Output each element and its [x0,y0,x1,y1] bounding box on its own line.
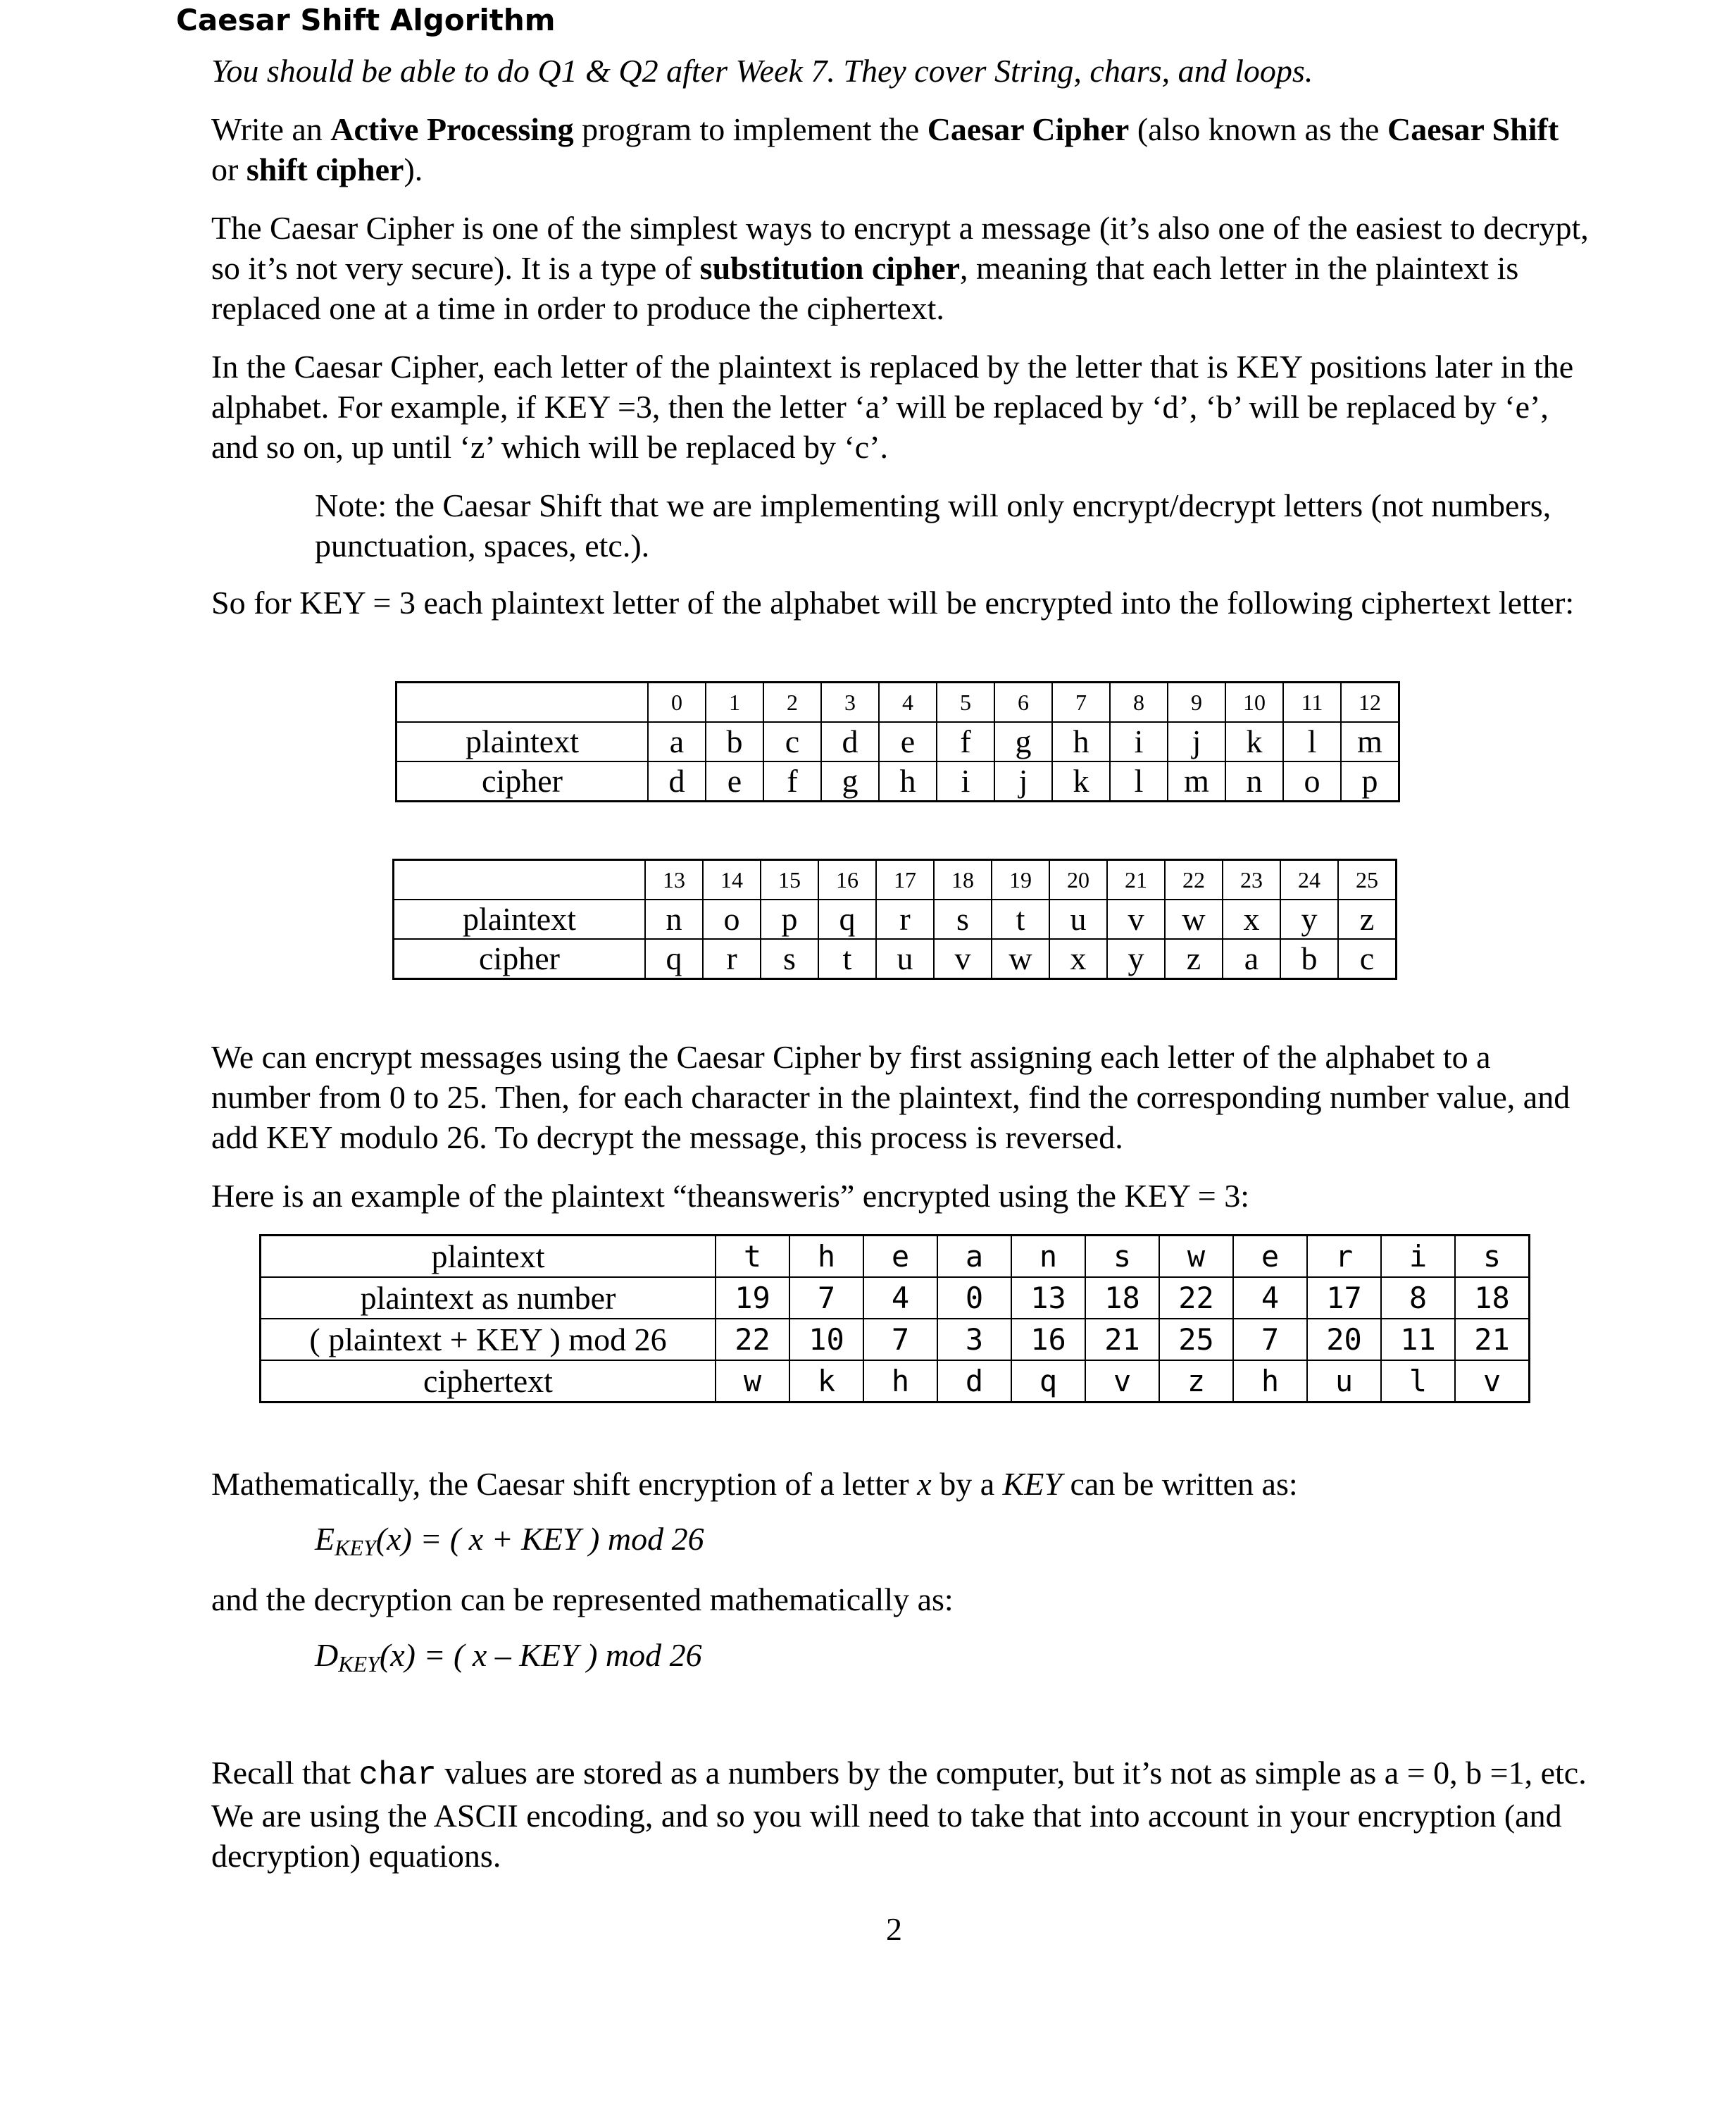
table-cell: 0 [648,683,706,723]
row-label: ciphertext [261,1360,716,1403]
table-cell: 23 [1223,860,1280,900]
page-number: 2 [886,1911,902,1947]
paragraph-example-intro: Here is an example of the plaintext “theansweris” encrypted using the KEY = 3: [211,1178,1250,1214]
table-cell: 9 [1168,683,1225,723]
table-row-indices [396,683,1399,723]
table-cell: g [821,761,879,802]
table-cell: 19 [716,1277,789,1319]
table-cell: 21 [1107,860,1165,900]
table-cell: n [645,900,703,939]
table-cell: t [992,900,1049,939]
table-cell: h [863,1360,937,1403]
table-cell: 22 [716,1319,789,1360]
alphabet-table-1 [395,681,1400,802]
table-cell: l [1381,1360,1455,1403]
row-label [394,860,646,900]
table-cell: 3 [937,1319,1011,1360]
table-cell: m [1341,722,1399,761]
note: Note: the Caesar Shift that we are implementing will only encrypt/decrypt letters (not numbers, punctuation, spaces, etc.). [315,487,1551,564]
row-label: cipher [396,761,649,802]
paragraph-decryption: and the decryption can be represented mathematically as: [211,1581,954,1617]
table-cell: o [703,900,761,939]
table-cell: i [1110,722,1168,761]
table-row-plaintext [396,722,1399,761]
table-cell: 18 [1455,1277,1530,1319]
table-cell: a [648,722,706,761]
table-row [261,1277,1530,1319]
table-row [261,1236,1530,1278]
table-cell: d [648,761,706,802]
row-label: plaintext [261,1236,716,1278]
table-cell: e [1233,1236,1307,1278]
table-cell: b [706,722,763,761]
table-cell: u [876,939,934,979]
table-cell: 11 [1283,683,1341,723]
paragraph-recall: Recall that char values are stored as a numbers by the computer, but it’s not as simple as a = 0, b =1, etc. We are using the ASCII encoding, and so you will need to take that into account in your encryption (and decryption) equations. [211,1755,1587,1874]
paragraph-key3: So for KEY = 3 each plaintext letter of the alphabet will be encrypted into the following ciphertext letter: [211,585,1575,621]
decryption-formula: DKEY(x) = ( x – KEY ) mod 26 [315,1637,702,1677]
table-cell: 4 [1233,1277,1307,1319]
table-cell: a [937,1236,1011,1278]
table-cell: 4 [863,1277,937,1319]
table-cell: s [761,939,818,979]
row-label [396,683,649,723]
table-cell: d [821,722,879,761]
table-cell: 20 [1049,860,1107,900]
table-cell: 7 [1233,1319,1307,1360]
table-cell: 7 [789,1277,863,1319]
table-cell: z [1159,1360,1233,1403]
table-cell: h [1233,1360,1307,1403]
table-cell: a [1223,939,1280,979]
table-cell: w [1159,1236,1233,1278]
table-cell: 13 [645,860,703,900]
table-cell: n [1011,1236,1085,1278]
row-label: plaintext [394,900,646,939]
table-cell: q [645,939,703,979]
table-cell: e [863,1236,937,1278]
table-cell: h [1052,722,1110,761]
table-cell: r [703,939,761,979]
encryption-formula: EKEY(x) = ( x + KEY ) mod 26 [315,1521,704,1560]
table-cell: 25 [1159,1319,1233,1360]
paragraph-math: Mathematically, the Caesar shift encryption of a letter x by a KEY can be written as: [211,1466,1298,1502]
table-cell: u [1049,900,1107,939]
table-cell: 21 [1455,1319,1530,1360]
table-cell: i [1381,1236,1455,1278]
table-cell: r [876,900,934,939]
table-cell: v [934,939,992,979]
table-cell: 14 [703,860,761,900]
paragraph-intro: Write an Active Processing program to implement the Caesar Cipher (also known as the Caesar Shift or shift cipher). [211,111,1559,187]
table-row-plaintext [394,900,1397,939]
table-cell: e [706,761,763,802]
paragraph-key-explanation: In the Caesar Cipher, each letter of the plaintext is replaced by the letter that is KEY positions later in the alphabet. For example, if KEY =3, then the letter ‘a’ will be replaced by ‘d’, ‘b’ will be replaced by ‘e’, and so on, up until ‘z’ which will be replaced by ‘c’. [211,349,1574,465]
table-cell: 11 [1381,1319,1455,1360]
table-cell: s [1085,1236,1159,1278]
table-cell: c [1338,939,1397,979]
table-cell: b [1280,939,1338,979]
table-cell: 8 [1110,683,1168,723]
intro-note: You should be able to do Q1 & Q2 after Week 7. They cover String, chars, and loops. [211,53,1313,89]
table-cell: 5 [937,683,994,723]
table-cell: 12 [1341,683,1399,723]
table-cell: e [879,722,937,761]
alphabet-table-2 [392,859,1397,980]
paragraph-description: The Caesar Cipher is one of the simplest ways to encrypt a message (it’s also one of the easiest to decrypt, so it’s not very secure). It is a type of substitution cipher, meaning that each letter in the plaintext is replaced one at a time in order to produce the ciphertext. [211,210,1589,326]
table-cell: h [879,761,937,802]
table-cell: s [1455,1236,1530,1278]
table-row [261,1319,1530,1360]
table-cell: g [994,722,1052,761]
table-row-cipher [396,761,1399,802]
table-cell: j [1168,722,1225,761]
table-cell: k [1052,761,1110,802]
table-cell: i [937,761,994,802]
table-cell: y [1280,900,1338,939]
table-row-cipher [394,939,1397,979]
table-cell: t [716,1236,789,1278]
row-label: plaintext [396,722,649,761]
row-label: ( plaintext + KEY ) mod 26 [261,1319,716,1360]
table-cell: 20 [1307,1319,1381,1360]
table-cell: z [1338,900,1397,939]
table-cell: s [934,900,992,939]
table-cell: w [992,939,1049,979]
table-cell: w [1165,900,1223,939]
table-row [261,1360,1530,1403]
table-cell: 7 [1052,683,1110,723]
table-cell: z [1165,939,1223,979]
table-cell: n [1225,761,1283,802]
table-cell: o [1283,761,1341,802]
table-cell: k [1225,722,1283,761]
table-cell: u [1307,1360,1381,1403]
table-cell: 3 [821,683,879,723]
table-cell: y [1107,939,1165,979]
table-cell: l [1283,722,1341,761]
table-cell: f [763,761,821,802]
table-cell: 10 [789,1319,863,1360]
table-cell: v [1107,900,1165,939]
table-cell: 18 [934,860,992,900]
document-title: Caesar Shift Algorithm [176,3,556,37]
table-cell: q [818,900,876,939]
table-cell: d [937,1360,1011,1403]
table-cell: f [937,722,994,761]
table-cell: h [789,1236,863,1278]
table-cell: 16 [1011,1319,1085,1360]
table-cell: p [1341,761,1399,802]
table-cell: p [761,900,818,939]
table-cell: r [1307,1236,1381,1278]
table-cell: 17 [876,860,934,900]
table-row-indices [394,860,1397,900]
table-cell: 22 [1165,860,1223,900]
paragraph-encrypt-method: We can encrypt messages using the Caesar Cipher by first assigning each letter of the alphabet to a number from 0 to 25. Then, for each character in the plaintext, find the corresponding number value, and add KEY modulo 26. To decrypt the message, this process is reversed. [211,1039,1570,1155]
table-cell: 25 [1338,860,1397,900]
table-cell: 19 [992,860,1049,900]
table-cell: 13 [1011,1277,1085,1319]
table-cell: j [994,761,1052,802]
table-cell: 22 [1159,1277,1233,1319]
table-cell: t [818,939,876,979]
table-cell: q [1011,1360,1085,1403]
table-cell: x [1049,939,1107,979]
table-cell: 17 [1307,1277,1381,1319]
table-cell: w [716,1360,789,1403]
table-cell: 8 [1381,1277,1455,1319]
table-cell: v [1455,1360,1530,1403]
row-label: cipher [394,939,646,979]
example-table [259,1234,1530,1403]
table-cell: 24 [1280,860,1338,900]
table-cell: 21 [1085,1319,1159,1360]
table-cell: x [1223,900,1280,939]
table-cell: k [789,1360,863,1403]
row-label: plaintext as number [261,1277,716,1319]
table-cell: 1 [706,683,763,723]
table-cell: 10 [1225,683,1283,723]
table-cell: 4 [879,683,937,723]
table-cell: 15 [761,860,818,900]
table-cell: v [1085,1360,1159,1403]
table-cell: 16 [818,860,876,900]
table-cell: 2 [763,683,821,723]
table-cell: c [763,722,821,761]
table-cell: m [1168,761,1225,802]
table-cell: l [1110,761,1168,802]
table-cell: 0 [937,1277,1011,1319]
table-cell: 6 [994,683,1052,723]
table-cell: 18 [1085,1277,1159,1319]
table-cell: 7 [863,1319,937,1360]
